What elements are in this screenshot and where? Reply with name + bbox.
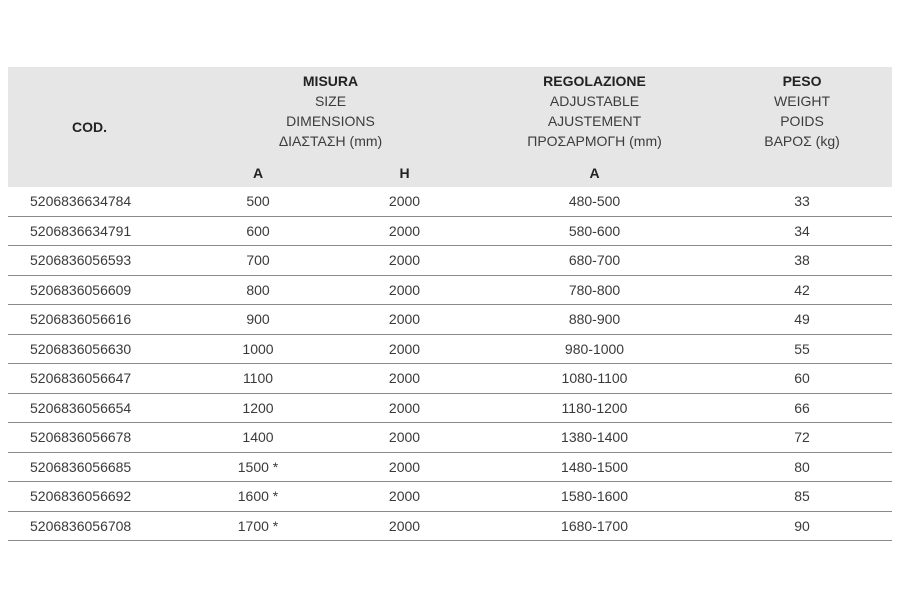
cell-size-h: 2000 [332,482,477,512]
cell-size-a: 1200 [184,393,332,423]
cell-cod: 5206836056616 [8,305,184,335]
cell-size-a: 1600 * [184,482,332,512]
cell-weight: 72 [712,423,892,453]
table-row [8,393,892,423]
cell-size-a: 1100 [184,364,332,394]
table-row [8,364,892,394]
header-regolazione-line: ΠΡΟΣΑΡΜΟΓΗ (mm) [527,133,662,149]
cell-cod: 5206836056708 [8,511,184,541]
header-row-main [8,67,892,159]
table-row [8,511,892,541]
table-header [8,67,892,187]
cell-adjustable: 980-1000 [477,334,712,364]
cell-weight: 90 [712,511,892,541]
cell-weight: 33 [712,187,892,216]
cell-cod: 5206836056630 [8,334,184,364]
cell-cod: 5206836056692 [8,482,184,512]
cell-size-a: 500 [184,187,332,216]
cell-adjustable: 580-600 [477,216,712,246]
cell-size-a: 1500 * [184,452,332,482]
cell-weight: 42 [712,275,892,305]
cell-weight: 85 [712,482,892,512]
cell-cod: 5206836056609 [8,275,184,305]
cell-adjustable: 1380-1400 [477,423,712,453]
cell-weight: 80 [712,452,892,482]
cell-size-h: 2000 [332,216,477,246]
subheader-misura-a: A [252,165,264,181]
cell-cod: 5206836056685 [8,452,184,482]
cell-size-a: 700 [184,246,332,276]
cell-size-a: 800 [184,275,332,305]
header-misura-line: DIMENSIONS [286,113,375,129]
header-peso-line: ΒΑΡΟΣ (kg) [764,133,840,149]
header-misura [184,67,477,159]
cell-size-h: 2000 [332,452,477,482]
cell-adjustable: 880-900 [477,305,712,335]
cell-cod: 5206836056647 [8,364,184,394]
cell-adjustable: 480-500 [477,187,712,216]
cell-adjustable: 780-800 [477,275,712,305]
cell-size-h: 2000 [332,275,477,305]
table-row [8,334,892,364]
cell-adjustable: 1680-1700 [477,511,712,541]
cell-weight: 55 [712,334,892,364]
table-row [8,187,892,216]
cell-cod: 5206836056678 [8,423,184,453]
cell-adjustable: 1080-1100 [477,364,712,394]
cell-adjustable: 680-700 [477,246,712,276]
cell-weight: 60 [712,364,892,394]
header-regolazione [477,67,712,159]
cell-size-a: 1700 * [184,511,332,541]
cell-size-a: 1000 [184,334,332,364]
cell-weight: 38 [712,246,892,276]
header-peso [712,67,892,187]
header-peso-title: PESO [782,73,822,89]
header-regolazione-line: ADJUSTABLE [549,93,640,109]
table-row [8,482,892,512]
cell-cod: 5206836056654 [8,393,184,423]
cell-cod: 5206836634784 [8,187,184,216]
cell-size-a: 600 [184,216,332,246]
table-row [8,305,892,335]
cell-size-h: 2000 [332,511,477,541]
cell-size-h: 2000 [332,305,477,335]
cell-size-h: 2000 [332,246,477,276]
cell-cod: 5206836056593 [8,246,184,276]
table-row [8,423,892,453]
table-row [8,216,892,246]
cell-adjustable: 1180-1200 [477,393,712,423]
cell-size-h: 2000 [332,423,477,453]
cell-size-h: 2000 [332,364,477,394]
header-cod: COD. [72,119,107,135]
cell-size-h: 2000 [332,393,477,423]
cell-adjustable: 1480-1500 [477,452,712,482]
header-misura-line: ΔΙΑΣΤΑΣΗ (mm) [278,133,383,149]
table-body [8,187,892,541]
cell-size-a: 900 [184,305,332,335]
table-row [8,275,892,305]
cell-weight: 34 [712,216,892,246]
cell-adjustable: 1580-1600 [477,482,712,512]
header-misura-line: SIZE [314,93,347,109]
table-row [8,246,892,276]
cell-weight: 49 [712,305,892,335]
header-peso-line: WEIGHT [774,93,831,109]
cell-size-a: 1400 [184,423,332,453]
cell-weight: 66 [712,393,892,423]
header-regolazione-line: AJUSTEMENT [547,113,642,129]
subheader-misura-h: H [399,165,410,181]
header-misura-title: MISURA [302,73,359,89]
table-row [8,452,892,482]
cell-size-h: 2000 [332,187,477,216]
cell-size-h: 2000 [332,334,477,364]
cell-cod: 5206836634791 [8,216,184,246]
spec-table [8,67,892,541]
header-regolazione-title: REGOLAZIONE [543,73,646,89]
header-peso-line: POIDS [780,113,824,129]
subheader-regolazione-a: A [589,165,600,181]
